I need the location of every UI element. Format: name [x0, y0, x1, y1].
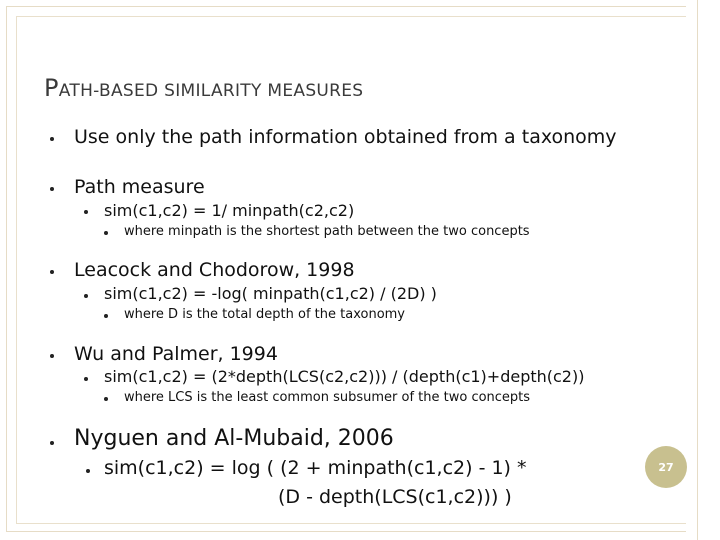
bullet-5-formula-line-2: (D - depth(LCS(c1,c2))) ): [278, 486, 512, 508]
slide-side-band: [686, 0, 720, 540]
bullet-2: Path measure: [74, 176, 205, 198]
title-rest: ATH-BASED SIMILARITY MEASURES: [58, 81, 364, 101]
page-number-badge: 27: [645, 446, 687, 488]
bullet-3-formula: sim(c1,c2) = -log( minpath(c1,c2) / (2D) ): [104, 284, 437, 303]
title-first-letter: P: [44, 74, 59, 102]
bullet-dot: [104, 397, 108, 401]
bullet-dot: [50, 354, 54, 358]
slide-side-line: [697, 0, 698, 540]
bullet-dot: [84, 294, 88, 298]
bullet-1: Use only the path information obtained from a taxonomy: [74, 126, 617, 148]
bullet-dot: [84, 377, 88, 381]
bullet-5-formula-line-1: sim(c1,c2) = log ( (2 + minpath(c1,c2) - 1) *: [104, 457, 527, 479]
bullet-dot: [50, 270, 54, 274]
bullet-dot: [50, 137, 54, 141]
bullet-4: Wu and Palmer, 1994: [74, 343, 278, 365]
bullet-4-note: where LCS is the least common subsumer of the two concepts: [124, 390, 531, 405]
bullet-dot: [84, 210, 88, 214]
bullet-5: Nyguen and Al-Mubaid, 2006: [74, 426, 394, 451]
bullet-dot: [50, 187, 54, 191]
slide-title: [44, 74, 363, 102]
bullet-4-formula: sim(c1,c2) = (2*depth(LCS(c2,c2))) / (depth(c1)+depth(c2)): [104, 367, 585, 386]
bullet-dot: [104, 314, 108, 318]
bullet-2-formula: sim(c1,c2) = 1/ minpath(c2,c2): [104, 201, 355, 220]
bullet-dot: [50, 441, 54, 445]
bullet-dot: [104, 231, 108, 235]
bullet-dot: [86, 469, 90, 473]
bullet-2-note: where minpath is the shortest path between the two concepts: [124, 224, 530, 239]
bullet-3: Leacock and Chodorow, 1998: [74, 259, 355, 281]
bullet-3-note: where D is the total depth of the taxonomy: [124, 307, 406, 322]
